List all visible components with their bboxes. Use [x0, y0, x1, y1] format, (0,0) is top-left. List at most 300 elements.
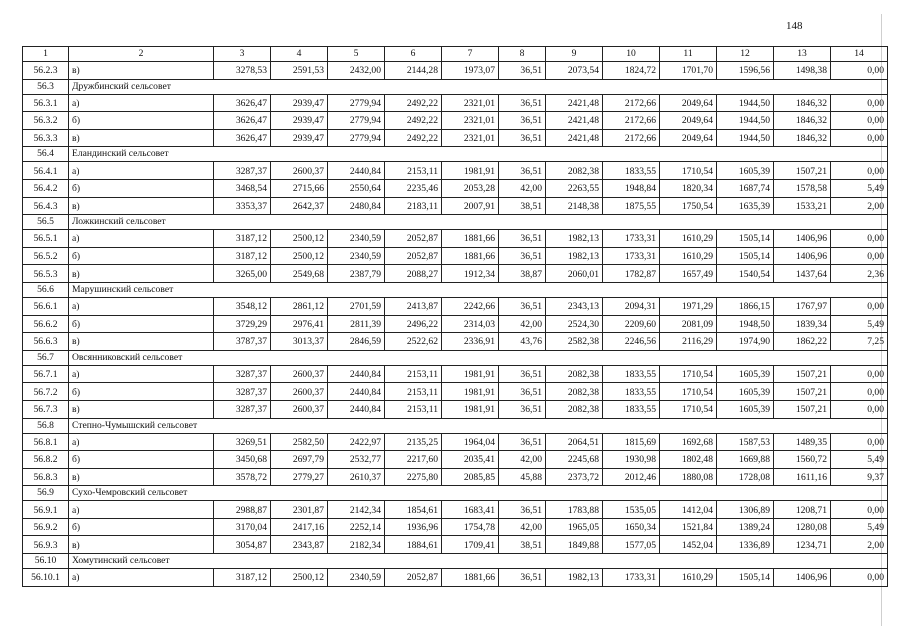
section-row: [23, 147, 888, 162]
value-cell: 1710,54: [660, 162, 717, 180]
value-cell: 2153,11: [385, 162, 442, 180]
value-cell: 1577,05: [603, 536, 660, 554]
value-cell: 1912,34: [442, 265, 499, 283]
value-cell: 2522,62: [385, 333, 442, 351]
value-cell: 3287,37: [214, 400, 271, 418]
value-cell: 2939,47: [271, 94, 328, 112]
value-cell: 2532,77: [328, 451, 385, 469]
value-cell: 2846,59: [328, 333, 385, 351]
value-cell: 1944,50: [717, 129, 774, 147]
value-cell: 2,36: [831, 265, 888, 283]
value-cell: 3729,29: [214, 315, 271, 333]
value-cell: 1635,39: [717, 197, 774, 215]
value-cell: 1733,31: [603, 569, 660, 587]
value-cell: 1733,31: [603, 247, 660, 265]
value-cell: 1981,91: [442, 383, 499, 401]
value-cell: 1973,07: [442, 62, 499, 80]
value-cell: 3287,37: [214, 162, 271, 180]
value-cell: 1815,69: [603, 433, 660, 451]
value-cell: 1505,14: [717, 247, 774, 265]
section-name: Степно-Чумышский сельсовет: [69, 418, 888, 433]
value-cell: 1833,55: [603, 162, 660, 180]
value-cell: 3787,37: [214, 333, 271, 351]
value-cell: 2500,12: [271, 230, 328, 248]
value-cell: 5,49: [831, 179, 888, 197]
value-cell: 1489,35: [774, 433, 831, 451]
value-cell: 1587,53: [717, 433, 774, 451]
value-cell: 2340,59: [328, 569, 385, 587]
value-cell: 2245,68: [546, 451, 603, 469]
value-cell: 1533,21: [774, 197, 831, 215]
tariff-table: [22, 46, 888, 587]
value-cell: 3626,47: [214, 94, 271, 112]
section-row: [23, 215, 888, 230]
value-cell: 1982,13: [546, 569, 603, 587]
value-cell: 7,25: [831, 333, 888, 351]
value-cell: 2492,22: [385, 94, 442, 112]
table-row: [23, 536, 888, 554]
value-cell: 2336,91: [442, 333, 499, 351]
value-cell: 1657,49: [660, 265, 717, 283]
value-cell: 1880,08: [660, 468, 717, 486]
value-cell: 2082,38: [546, 162, 603, 180]
value-cell: 2600,37: [271, 400, 328, 418]
section-code: 56.4: [23, 147, 69, 162]
value-cell: 42,00: [499, 315, 546, 333]
value-cell: 2417,16: [271, 518, 328, 536]
row-label: в): [69, 536, 214, 554]
value-cell: 1507,21: [774, 400, 831, 418]
row-code: 56.6.2: [23, 315, 69, 333]
row-label: в): [69, 333, 214, 351]
value-cell: 2183,11: [385, 197, 442, 215]
value-cell: 3468,54: [214, 179, 271, 197]
value-cell: 1611,16: [774, 468, 831, 486]
section-code: 56.10: [23, 554, 69, 569]
value-cell: 1964,04: [442, 433, 499, 451]
row-code: 56.5.2: [23, 247, 69, 265]
table-row: [23, 297, 888, 315]
value-cell: 2610,37: [328, 468, 385, 486]
value-cell: 1406,96: [774, 247, 831, 265]
row-label: в): [69, 62, 214, 80]
value-cell: 1846,32: [774, 112, 831, 130]
section-row: [23, 350, 888, 365]
column-header: 11: [660, 47, 717, 62]
value-cell: 1412,04: [660, 501, 717, 519]
value-cell: 1578,58: [774, 179, 831, 197]
value-cell: 2779,94: [328, 129, 385, 147]
value-cell: 3548,12: [214, 297, 271, 315]
value-cell: 0,00: [831, 400, 888, 418]
value-cell: 2701,59: [328, 297, 385, 315]
table-row: [23, 265, 888, 283]
row-code: 56.3.1: [23, 94, 69, 112]
value-cell: 2861,12: [271, 297, 328, 315]
value-cell: 1862,22: [774, 333, 831, 351]
value-cell: 2600,37: [271, 162, 328, 180]
value-cell: 1981,91: [442, 162, 499, 180]
value-cell: 1981,91: [442, 400, 499, 418]
column-header: 10: [603, 47, 660, 62]
table-row: [23, 433, 888, 451]
value-cell: 2052,87: [385, 569, 442, 587]
value-cell: 2172,66: [603, 94, 660, 112]
value-cell: 2421,48: [546, 129, 603, 147]
value-cell: 2642,37: [271, 197, 328, 215]
table-row: [23, 94, 888, 112]
value-cell: 1683,41: [442, 501, 499, 519]
value-cell: 3269,51: [214, 433, 271, 451]
value-cell: 1733,31: [603, 230, 660, 248]
value-cell: 2007,91: [442, 197, 499, 215]
value-cell: 0,00: [831, 383, 888, 401]
row-label: а): [69, 162, 214, 180]
value-cell: 1754,78: [442, 518, 499, 536]
table-row: [23, 197, 888, 215]
value-cell: 36,51: [499, 129, 546, 147]
section-name: Марушинский сельсовет: [69, 282, 888, 297]
value-cell: 2321,01: [442, 94, 499, 112]
value-cell: 36,51: [499, 62, 546, 80]
value-cell: 1605,39: [717, 383, 774, 401]
section-code: 56.5: [23, 215, 69, 230]
value-cell: 1505,14: [717, 230, 774, 248]
value-cell: 1944,50: [717, 112, 774, 130]
value-cell: 2073,54: [546, 62, 603, 80]
table-row: [23, 247, 888, 265]
value-cell: 1306,89: [717, 501, 774, 519]
table-row: [23, 230, 888, 248]
value-cell: 2217,60: [385, 451, 442, 469]
table-row: [23, 162, 888, 180]
value-cell: 9,37: [831, 468, 888, 486]
value-cell: 1406,96: [774, 230, 831, 248]
value-cell: 2440,84: [328, 162, 385, 180]
section-name: Овсянниковский сельсовет: [69, 350, 888, 365]
table-row: [23, 518, 888, 536]
value-cell: 38,51: [499, 536, 546, 554]
value-cell: 2421,48: [546, 94, 603, 112]
section-row: [23, 282, 888, 297]
value-cell: 1965,05: [546, 518, 603, 536]
value-cell: 3187,12: [214, 247, 271, 265]
row-code: 56.6.3: [23, 333, 69, 351]
column-header: 4: [271, 47, 328, 62]
value-cell: 3013,37: [271, 333, 328, 351]
row-label: а): [69, 94, 214, 112]
value-cell: 42,00: [499, 451, 546, 469]
value-cell: 2172,66: [603, 129, 660, 147]
value-cell: 1930,98: [603, 451, 660, 469]
value-cell: 5,49: [831, 518, 888, 536]
row-code: 56.3.2: [23, 112, 69, 130]
value-cell: 1767,97: [774, 297, 831, 315]
value-cell: 2492,22: [385, 129, 442, 147]
value-cell: 2242,66: [442, 297, 499, 315]
value-cell: 2591,53: [271, 62, 328, 80]
column-header: 7: [442, 47, 499, 62]
row-code: 56.9.1: [23, 501, 69, 519]
value-cell: 1846,32: [774, 94, 831, 112]
value-cell: 36,51: [499, 297, 546, 315]
value-cell: 2314,03: [442, 315, 499, 333]
value-cell: 2440,84: [328, 400, 385, 418]
value-cell: 36,51: [499, 400, 546, 418]
value-cell: 1936,96: [385, 518, 442, 536]
value-cell: 2343,87: [271, 536, 328, 554]
row-code: 56.5.1: [23, 230, 69, 248]
value-cell: 3278,53: [214, 62, 271, 80]
value-cell: 2496,22: [385, 315, 442, 333]
value-cell: 1982,13: [546, 230, 603, 248]
value-cell: 1802,48: [660, 451, 717, 469]
row-label: б): [69, 451, 214, 469]
value-cell: 1540,54: [717, 265, 774, 283]
table-row: [23, 468, 888, 486]
value-cell: 36,51: [499, 112, 546, 130]
value-cell: 1881,66: [442, 247, 499, 265]
value-cell: 1710,54: [660, 365, 717, 383]
value-cell: 3187,12: [214, 230, 271, 248]
value-cell: 36,51: [499, 501, 546, 519]
column-header: 2: [69, 47, 214, 62]
value-cell: 1596,56: [717, 62, 774, 80]
value-cell: 2779,27: [271, 468, 328, 486]
value-cell: 1701,70: [660, 62, 717, 80]
value-cell: 1884,61: [385, 536, 442, 554]
value-cell: 1336,89: [717, 536, 774, 554]
value-cell: 2301,87: [271, 501, 328, 519]
section-row: [23, 79, 888, 94]
value-cell: 5,49: [831, 315, 888, 333]
value-cell: 1406,96: [774, 569, 831, 587]
value-cell: 36,51: [499, 162, 546, 180]
row-code: 56.9.2: [23, 518, 69, 536]
value-cell: 2697,79: [271, 451, 328, 469]
value-cell: 2715,66: [271, 179, 328, 197]
section-name: Сухо-Чемровский сельсовет: [69, 486, 888, 501]
value-cell: 2321,01: [442, 112, 499, 130]
value-cell: 3265,00: [214, 265, 271, 283]
value-cell: 1833,55: [603, 365, 660, 383]
value-cell: 2373,72: [546, 468, 603, 486]
row-code: 56.10.1: [23, 569, 69, 587]
value-cell: 2988,87: [214, 501, 271, 519]
row-code: 56.8.3: [23, 468, 69, 486]
value-cell: 3054,87: [214, 536, 271, 554]
value-cell: 3170,04: [214, 518, 271, 536]
column-header: 9: [546, 47, 603, 62]
value-cell: 3187,12: [214, 569, 271, 587]
value-cell: 0,00: [831, 569, 888, 587]
section-code: 56.7: [23, 350, 69, 365]
column-header: 1: [23, 47, 69, 62]
value-cell: 1839,34: [774, 315, 831, 333]
value-cell: 2480,84: [328, 197, 385, 215]
value-cell: 2811,39: [328, 315, 385, 333]
row-code: 56.2.3: [23, 62, 69, 80]
value-cell: 3353,37: [214, 197, 271, 215]
value-cell: 36,51: [499, 230, 546, 248]
value-cell: 1605,39: [717, 400, 774, 418]
value-cell: 1560,72: [774, 451, 831, 469]
row-code: 56.8.2: [23, 451, 69, 469]
value-cell: 1866,15: [717, 297, 774, 315]
row-label: в): [69, 400, 214, 418]
value-cell: 45,88: [499, 468, 546, 486]
value-cell: 2,00: [831, 536, 888, 554]
value-cell: 1824,72: [603, 62, 660, 80]
value-cell: 2148,38: [546, 197, 603, 215]
value-cell: 2500,12: [271, 569, 328, 587]
value-cell: 36,51: [499, 247, 546, 265]
value-cell: 1234,71: [774, 536, 831, 554]
value-cell: 0,00: [831, 297, 888, 315]
value-cell: 2550,64: [328, 179, 385, 197]
value-cell: 2060,01: [546, 265, 603, 283]
value-cell: 0,00: [831, 365, 888, 383]
row-code: 56.5.3: [23, 265, 69, 283]
row-label: б): [69, 179, 214, 197]
value-cell: 0,00: [831, 62, 888, 80]
value-cell: 0,00: [831, 433, 888, 451]
value-cell: 3287,37: [214, 365, 271, 383]
column-header-row: [23, 47, 888, 62]
value-cell: 2432,00: [328, 62, 385, 80]
value-cell: 1854,61: [385, 501, 442, 519]
column-header: 5: [328, 47, 385, 62]
row-label: в): [69, 468, 214, 486]
section-row: [23, 418, 888, 433]
value-cell: 1505,14: [717, 569, 774, 587]
value-cell: 2600,37: [271, 383, 328, 401]
row-label: в): [69, 129, 214, 147]
value-cell: 2939,47: [271, 112, 328, 130]
value-cell: 1507,21: [774, 162, 831, 180]
row-code: 56.6.1: [23, 297, 69, 315]
value-cell: 2012,46: [603, 468, 660, 486]
value-cell: 2153,11: [385, 400, 442, 418]
value-cell: 2116,29: [660, 333, 717, 351]
value-cell: 1710,54: [660, 383, 717, 401]
row-label: б): [69, 518, 214, 536]
value-cell: 2413,87: [385, 297, 442, 315]
row-label: а): [69, 230, 214, 248]
value-cell: 2246,56: [603, 333, 660, 351]
value-cell: 2582,38: [546, 333, 603, 351]
table-row: [23, 179, 888, 197]
value-cell: 42,00: [499, 518, 546, 536]
table-row: [23, 333, 888, 351]
value-cell: 1610,29: [660, 569, 717, 587]
value-cell: 1610,29: [660, 230, 717, 248]
value-cell: 2235,46: [385, 179, 442, 197]
value-cell: 2142,34: [328, 501, 385, 519]
value-cell: 1783,88: [546, 501, 603, 519]
column-header: 8: [499, 47, 546, 62]
section-code: 56.9: [23, 486, 69, 501]
value-cell: 2779,94: [328, 94, 385, 112]
row-label: б): [69, 247, 214, 265]
value-cell: 2779,94: [328, 112, 385, 130]
row-label: б): [69, 383, 214, 401]
value-cell: 2052,87: [385, 247, 442, 265]
value-cell: 3626,47: [214, 112, 271, 130]
value-cell: 36,51: [499, 569, 546, 587]
value-cell: 1521,84: [660, 518, 717, 536]
value-cell: 1833,55: [603, 400, 660, 418]
value-cell: 2252,14: [328, 518, 385, 536]
value-cell: 1669,88: [717, 451, 774, 469]
value-cell: 43,76: [499, 333, 546, 351]
value-cell: 2387,79: [328, 265, 385, 283]
value-cell: 0,00: [831, 129, 888, 147]
value-cell: 2049,64: [660, 129, 717, 147]
value-cell: 2049,64: [660, 112, 717, 130]
value-cell: 2064,51: [546, 433, 603, 451]
value-cell: 1971,29: [660, 297, 717, 315]
value-cell: 2153,11: [385, 365, 442, 383]
value-cell: 1981,91: [442, 365, 499, 383]
value-cell: 2082,38: [546, 365, 603, 383]
value-cell: 2172,66: [603, 112, 660, 130]
value-cell: 0,00: [831, 112, 888, 130]
value-cell: 2052,87: [385, 230, 442, 248]
value-cell: 2422,97: [328, 433, 385, 451]
value-cell: 1710,54: [660, 400, 717, 418]
value-cell: 2343,13: [546, 297, 603, 315]
value-cell: 2094,31: [603, 297, 660, 315]
value-cell: 1507,21: [774, 365, 831, 383]
value-cell: 2321,01: [442, 129, 499, 147]
value-cell: 2492,22: [385, 112, 442, 130]
row-code: 56.3.3: [23, 129, 69, 147]
section-row: [23, 554, 888, 569]
row-label: а): [69, 297, 214, 315]
value-cell: 0,00: [831, 230, 888, 248]
value-cell: 2440,84: [328, 365, 385, 383]
value-cell: 0,00: [831, 501, 888, 519]
section-name: Дружбинский сельсовет: [69, 79, 888, 94]
value-cell: 2263,55: [546, 179, 603, 197]
row-label: а): [69, 569, 214, 587]
value-cell: 36,51: [499, 383, 546, 401]
value-cell: 36,51: [499, 94, 546, 112]
value-cell: 1389,24: [717, 518, 774, 536]
value-cell: 1610,29: [660, 247, 717, 265]
value-cell: 1948,84: [603, 179, 660, 197]
value-cell: 1846,32: [774, 129, 831, 147]
section-name: Ложкинский сельсовет: [69, 215, 888, 230]
value-cell: 3578,72: [214, 468, 271, 486]
column-header: 14: [831, 47, 888, 62]
value-cell: 2500,12: [271, 247, 328, 265]
table-row: [23, 400, 888, 418]
value-cell: 2135,25: [385, 433, 442, 451]
row-label: б): [69, 315, 214, 333]
value-cell: 2182,34: [328, 536, 385, 554]
value-cell: 2088,27: [385, 265, 442, 283]
section-name: Еландинский сельсовет: [69, 147, 888, 162]
value-cell: 0,00: [831, 247, 888, 265]
value-cell: 2085,85: [442, 468, 499, 486]
value-cell: 1881,66: [442, 230, 499, 248]
value-cell: 2976,41: [271, 315, 328, 333]
value-cell: 1692,68: [660, 433, 717, 451]
value-cell: 2340,59: [328, 230, 385, 248]
value-cell: 2035,41: [442, 451, 499, 469]
